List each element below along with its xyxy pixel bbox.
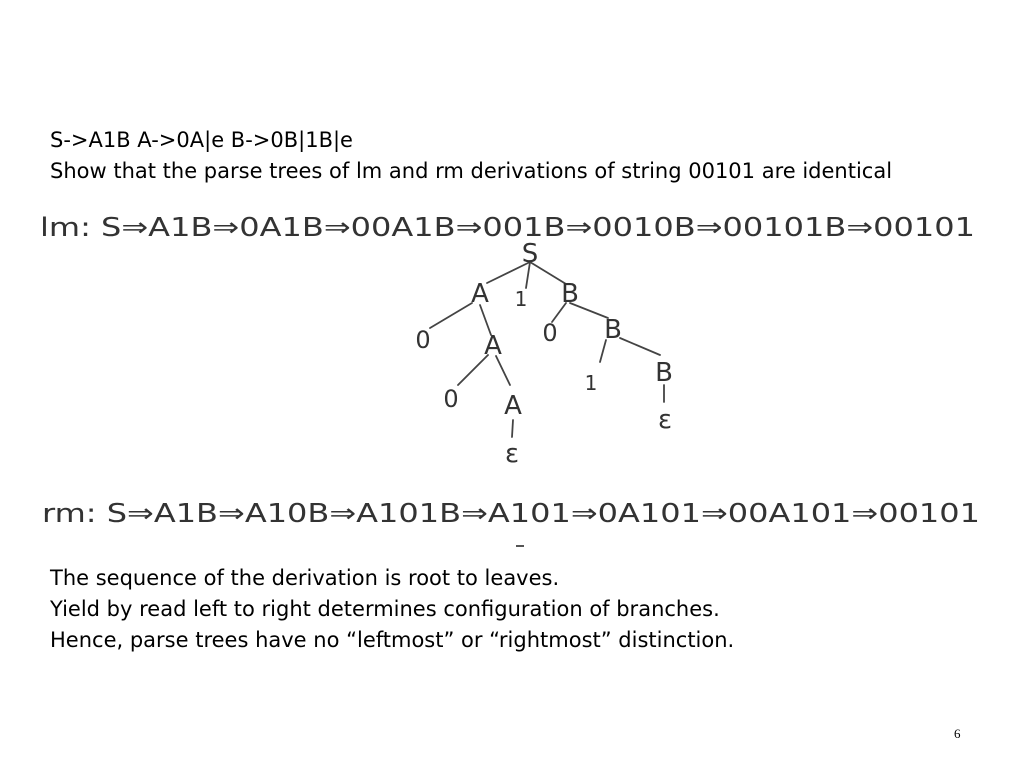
conclusion-text [50,563,734,656]
conclusion-line-2: Yield by read left to right determines configuration of branches. [50,597,720,621]
tree-node-epsilon: ε [657,405,673,435]
tree-node-1: 1 [514,287,528,311]
parse-tree-nodes [415,239,673,469]
rm-derivation: rm: S⇒A1B⇒A10B⇒A101B⇒A101⇒0A101⇒00A101⇒00101 [42,499,980,529]
parse-tree-edges [430,262,664,437]
tree-node-A: A [484,331,502,361]
tree-node-1: 1 [584,371,598,395]
tree-node-0: 0 [443,385,459,413]
page-number: 6 [954,726,961,741]
conclusion-line-3: Hence, parse trees have no “leftmost” or “rightmost” distinction. [50,628,735,652]
grammar-rules: S->A1B A->0A|e B->0B|1B|e [50,128,353,152]
lm-derivation: lm: S⇒A1B⇒0A1B⇒00A1B⇒001B⇒0010B⇒00101B⇒00101 [40,213,975,243]
conclusion-line-1: The sequence of the derivation is root to leaves. [50,566,560,590]
task-statement: Show that the parse trees of lm and rm derivations of string 00101 are identical [50,159,893,183]
tree-node-B: B [561,279,579,309]
tree-node-0: 0 [415,326,431,354]
tree-node-0: 0 [542,319,558,347]
tree-node-S: S [521,239,539,269]
tree-node-B: B [655,358,673,388]
tree-node-epsilon: ε [504,439,520,469]
tree-node-A: A [504,391,522,421]
tree-node-B: B [604,315,622,345]
tree-node-A: A [471,279,489,309]
